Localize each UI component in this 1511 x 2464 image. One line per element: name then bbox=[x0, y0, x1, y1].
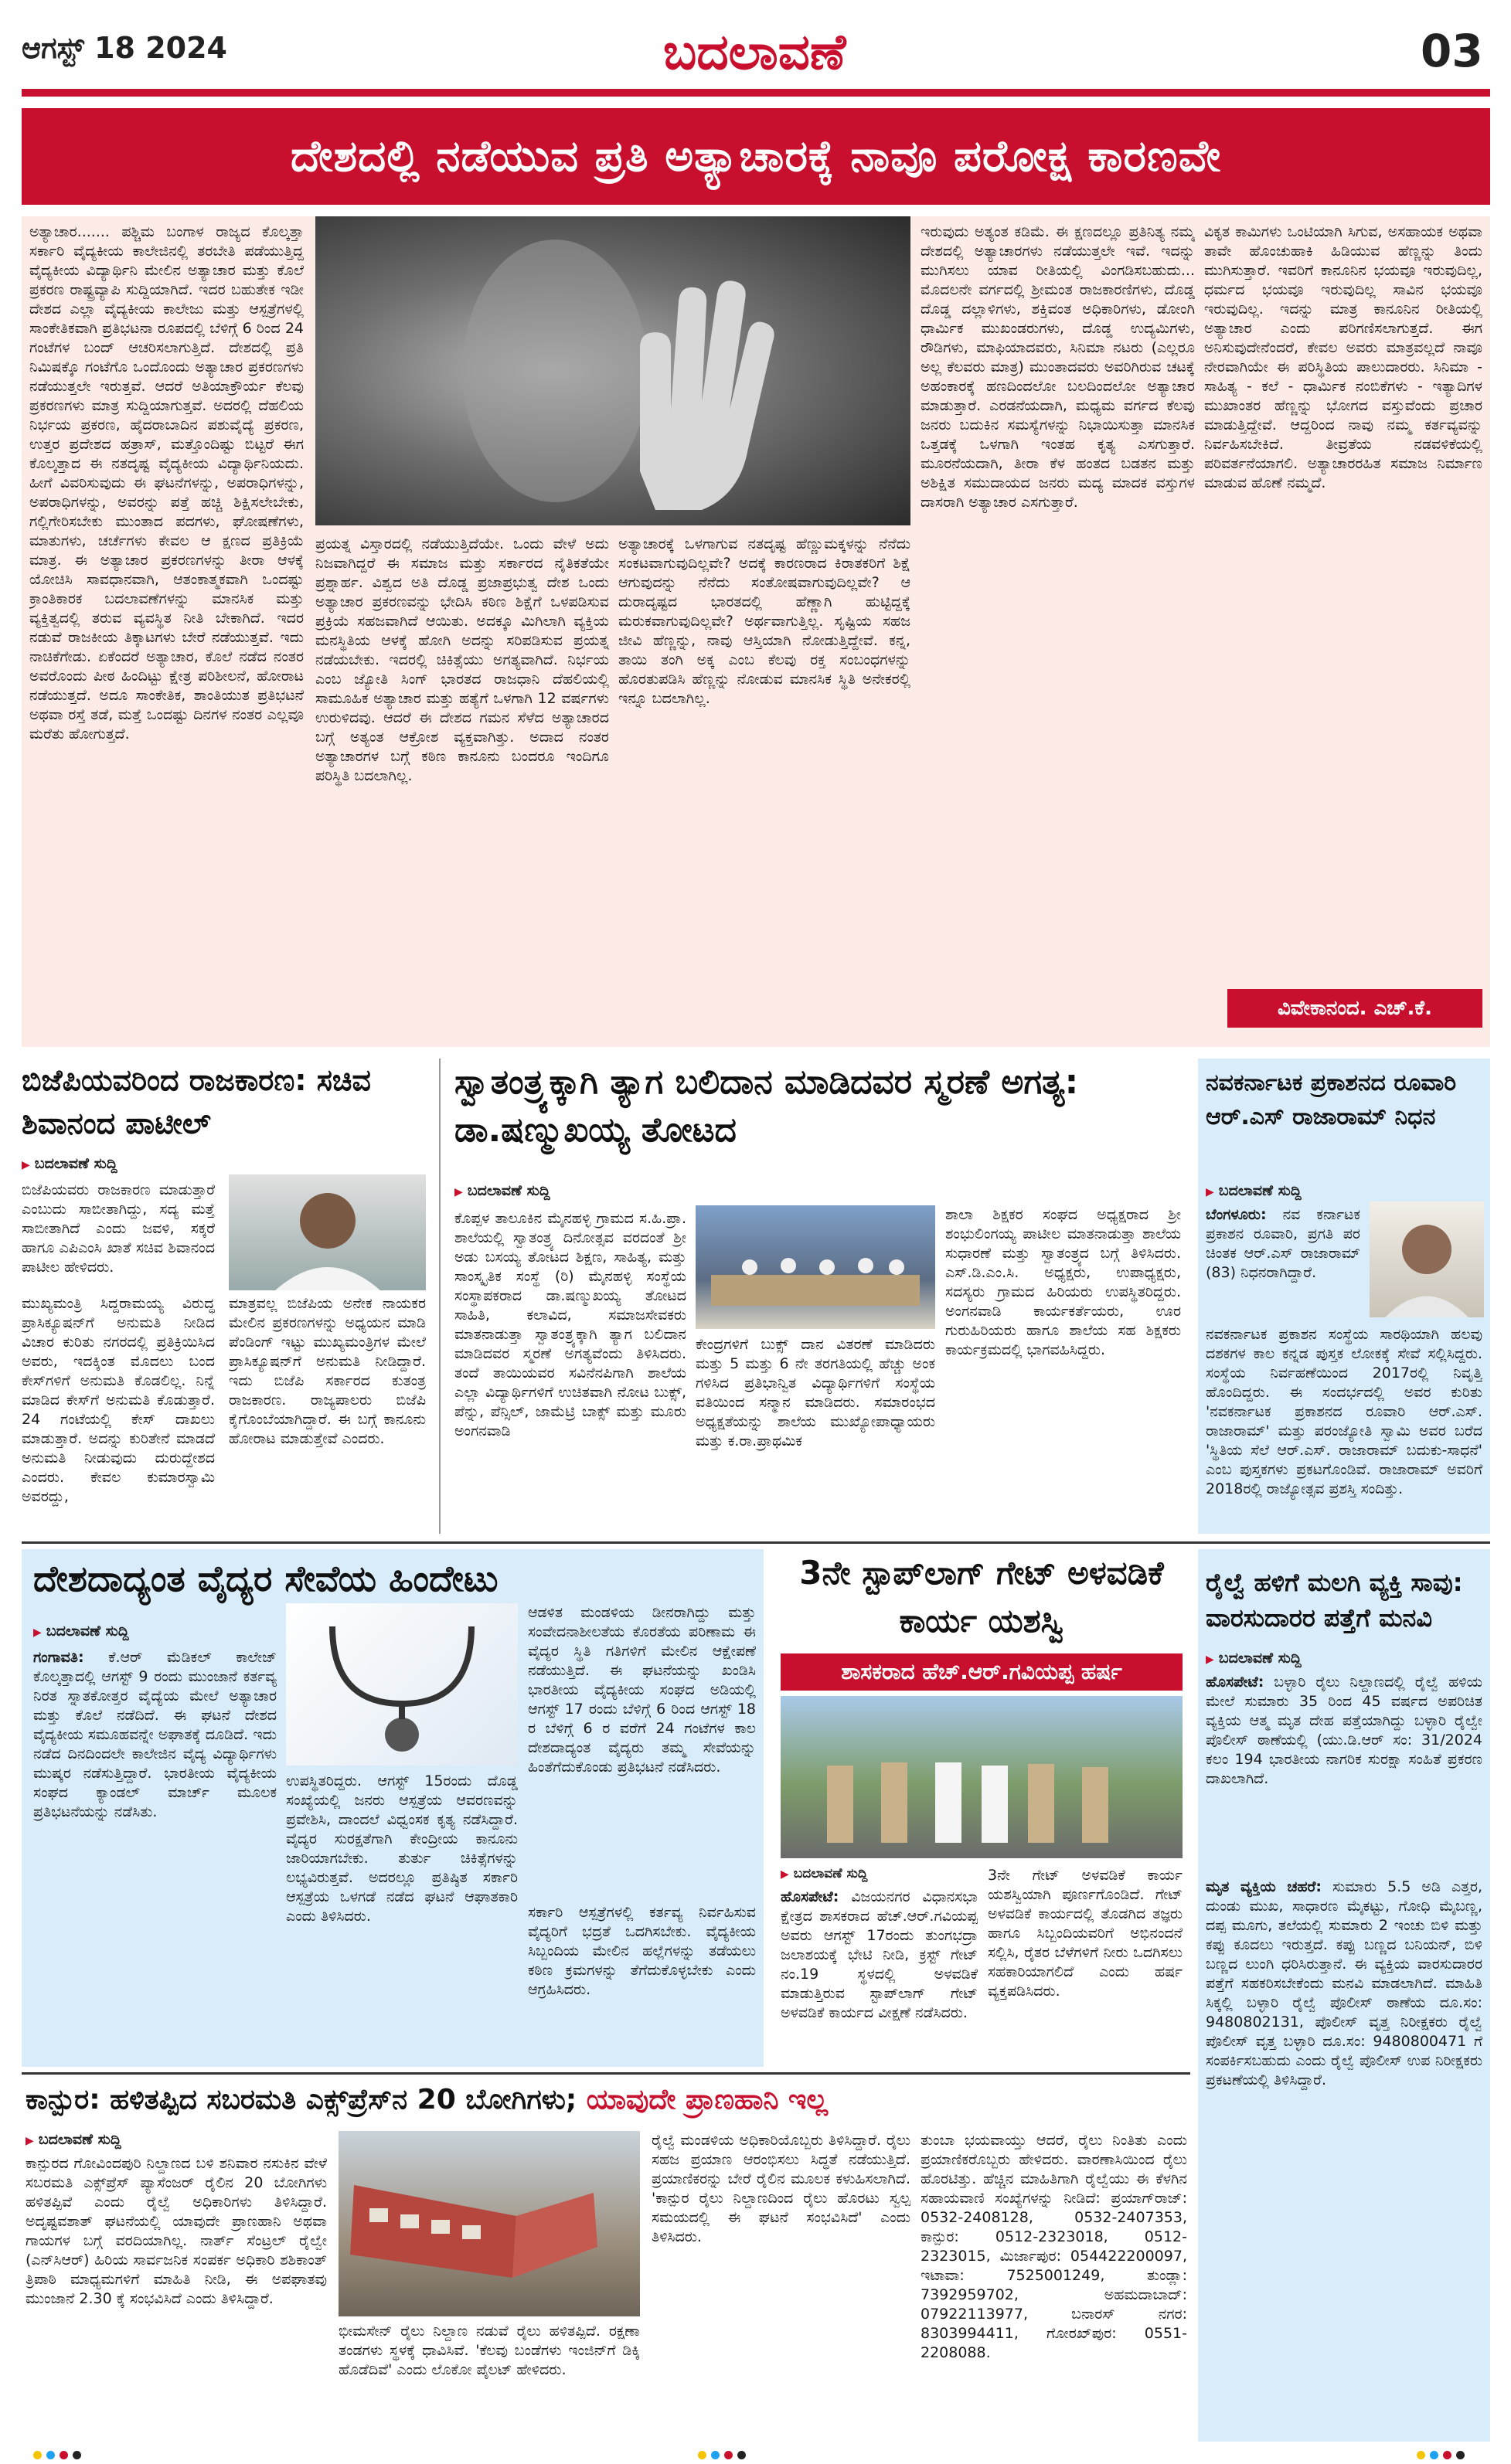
lead-story bbox=[22, 216, 1490, 1047]
story-doctors-body-4: ಸರ್ಕಾರಿ ಆಸ್ಪತ್ರೆಗಳಲ್ಲಿ ಕರ್ತವ್ಯ ನಿರ್ವಹಿಸುವ ವೈದ್ಯರಿಗೆ ಭದ್ರತೆ ಒದಗಿಸಬೇಕು. ವೈದ್ಯಕೀಯ ಸಿಬ್ಬಂದಿಯ ಮೇಲಿನ ಹಲ್ಲೆಗಳನ್ನು ತಡೆಯಲು ಕಠಿಣ ಕ್ರಮಗಳನ್ನು ತೆಗೆದುಕೊಳ್ಳಬೇಕು ಎಂದು ಆಗ್ರಹಿಸಿದರು. bbox=[528, 1904, 756, 1998]
footer-dot bbox=[1430, 2451, 1438, 2459]
story-rajaram-intro bbox=[1206, 1205, 1360, 1321]
story-doctors-dateline: ಗಂಗಾವತಿ: bbox=[33, 1649, 84, 1666]
stethoscope-icon bbox=[286, 1603, 518, 1766]
story-kanpur bbox=[22, 2078, 1190, 2442]
section-divider bbox=[22, 2072, 1190, 2075]
footer-dot bbox=[73, 2451, 81, 2459]
lead-column-1: ಅತ್ಯಾಚಾರ....... ಪಶ್ಚಿಮ ಬಂಗಾಳ ರಾಜ್ಯದ ಕೊಲ್ಕತ್ತಾ ಸರ್ಕಾರಿ ವೈದ್ಯಕೀಯ ಕಾಲೇಜಿನಲ್ಲಿ ತರಬೇತಿ ಪಡೆಯುತ್ತಿದ್ದ ವೈದ್ಯಕೀಯ ವಿದ್ಯಾರ್ಥಿನಿ ಮೇಲಿನ ಅತ್ಯಾಚಾರ ಮತ್ತು ಕೊಲೆ ಪ್ರಕರಣ ರಾಷ್ಟ್ರವ್ಯಾಪಿ ಸುದ್ದಿಯಾಗಿದೆ. ಇದರ ಬಹುತೇಕ ಇಡೀ ದೇಶದ ಎಲ್ಲಾ ವೈದ್ಯಕೀಯ ಕಾಲೇಜು ಮತ್ತು ಆಸ್ಪತ್ರೆಗಳಲ್ಲಿ ಸಾಂಕೇತಿಕವಾಗಿ ಪ್ರತಿಭಟನಾ ರೂಪದಲ್ಲಿ ಬೆಳಿಗ್ಗೆ 6 ರಿಂದ 24 ಗಂಟೆಗಳ ಬಂದ್ ಆಚರಿಸಲಾಗುತ್ತಿದೆ. ದೇಶದಲ್ಲಿ ಪ್ರತಿ ನಿಮಿಷಕ್ಕೊ ಗಂಟೆಗೊ ಒಂದೊಂದು ಅತ್ಯಾಚಾರ ಪ್ರಕರಣಗಳು ನಡೆಯುತ್ತಲೇ ಇರುತ್ತವೆ. ಆದರೆ ಅತಿಯಾಕ್ರೌರ್ಯ ಕೆಲವು ಪ್ರಕರಣಗಳು ಮಾತ್ರ ಸುದ್ದಿಯಾಗುತ್ತವೆ. ಅದರಲ್ಲಿ ದೆಹಲಿಯ ನಿರ್ಭಯ ಪ್ರಕರಣ, ಹೈದರಾಬಾದಿನ ಪಶುವೈದ್ಯೆ ಪ್ರಕರಣ, ಉತ್ತರ ಪ್ರದೇಶದ ಹತ್ರಾಸ್, ಮತ್ತೊಂದಿಷ್ಟು ಬಿಟ್ಟರೆ ಈಗ ಕೊಲ್ಕತ್ತಾದ ಈ ನತದೃಷ್ಟ ವೈದ್ಯಕೀಯ ವಿದ್ಯಾರ್ಥಿನಿಯದು. ಹೀಗೆ ವಿವರಿಸುವುದು ಈ ಘಟನೆಗಳನ್ನು, ಅಪರಾಧಿಗಳನ್ನು, ಅಪರಾಧಿಗಳನ್ನು, ಅವರನ್ನು ಪತ್ತೆ ಹಚ್ಚಿ ಶಿಕ್ಷಿಸಲೇಬೇಕು, ಗಲ್ಲಿಗೇರಿಸಬೇಕು ಮುಂತಾದ ಪದಗಳು, ಘೋಷಣೆಗಳು, ಮಾತುಗಳು, ಚರ್ಚೆಗಳು ಕೇವಲ ಆ ಕ್ಷಣದ ಪ್ರತಿಕ್ರಿಯೆ ಮಾತ್ರ. ಈ ಅತ್ಯಾಚಾರ ಪ್ರಕರಣಗಳನ್ನು ತೀರಾ ಆಳಕ್ಕೆ ಯೋಚಿಸಿ ಸಾವಧಾನವಾಗಿ, ಆತಂಕಾತ್ಮಕವಾಗಿ ಒಂದಷ್ಟು ಕ್ರಾಂತಿಕಾರಕ ಬದಲಾವಣೆಗಳನ್ನು ಮಾನಸಿಕ ಮತ್ತು ವ್ಯಕ್ತಿತ್ವದಲ್ಲಿ ತರುವ ವ್ಯವಸ್ಥಿತ ನೀತಿ ಬೇಕಾಗಿದೆ. ಇದರ ನಡುವೆ ರಾಜಕೀಯ ತಿಕ್ಕಾಟಗಳು ಬೇರೆ ನಡೆಯುತ್ತವೆ. ಇದು ನಾಚಿಕೆಗೇಡು. ಏಕೆಂದರೆ ಅತ್ಯಾಚಾರ, ಕೊಲೆ ನಡೆದ ನಂತರ ಅವರೊಂದು ಪೀಠ ಹಿಂದಿಟ್ಟು ಕ್ಷೇತ್ರ ಪರಿಶೀಲನೆ, ಹೋರಾಟ ನಡೆಯುತ್ತದೆ. ಅದೂ ಸಾಂಕೇತಿಕ, ಶಾಂತಿಯುತ ಪ್ರತಿಭಟನೆ ಅಥವಾ ರಸ್ತೆ ತಡೆ, ಮತ್ತೆ ಒಂದಷ್ಟು ದಿನಗಳ ನಂತರ ಎಲ್ಲವೂ ಮರೆತು ಹೋಗುತ್ತದೆ. bbox=[29, 223, 304, 743]
story-freedom-byline: ▶ ಬದಲಾವಣೆ ಸುದ್ದಿ bbox=[454, 1182, 550, 1199]
footer-dot bbox=[1417, 2451, 1425, 2459]
event-photo bbox=[696, 1205, 935, 1329]
footer-dots-center bbox=[696, 2448, 748, 2462]
story-doctors-headline: ದೇಶದಾದ್ಯಂತ ವೈದ್ಯರ ಸೇವೆಯ ಹಿಂದೇಟು bbox=[33, 1558, 499, 1599]
story-kanpur-body-4-text: ತುಂಬಾ ಭಯವಾಯ್ತು ಆದರೆ, ರೈಲು ನಿಂತಿತು ಎಂದು ಪ್ರಯಾಣಿಕರೊಬ್ಬರು ಹೇಳಿದರು. ವಾರಣಾಸಿಯಿಂದ ರೈಲು ಹೊರಟಿತ್ತು. ಹೆಚ್ಚಿನ ಮಾಹಿತಿಗಾಗಿ ರೈಲ್ವೆಯು ಈ ಕೆಳಗಿನ ಸಹಾಯವಾಣಿ ಸಂಖ್ಯೆಗಳನ್ನು ನೀಡಿದೆ: bbox=[921, 2132, 1187, 2207]
portrait-icon bbox=[1370, 1201, 1484, 1317]
story-gate bbox=[773, 1549, 1190, 2067]
story-freedom-body-2: ಕೇಂದ್ರಗಳಿಗೆ ಬುಕ್ಸ್ ದಾನ ವಿತರಣೆ ಮಾಡಿದರು ಮತ್ತು 5 ಮತ್ತು 6 ನೇ ತರಗತಿಯಲ್ಲಿ ಹೆಚ್ಚು ಅಂಕ ಗಳಿಸಿದ ಪ್ರತಿಭಾನ್ವಿತ ವಿದ್ಯಾರ್ಥಿಗಳಿಗೆ ಸಂಸ್ಥೆಯ ವತಿಯಿಂದ ಸನ್ಮಾನ ಮಾಡಿದರು. ಸಮಾರಂಭದ ಅಧ್ಯಕ್ಷತೆಯನ್ನು ಶಾಲೆಯ ಮುಖ್ಯೋಪಾಧ್ಯಾಯರು ಮತ್ತು ಕ.ರಾ.ಪ್ರಾಥಮಿಕ bbox=[696, 1336, 935, 1450]
story-kanpur-headline bbox=[26, 2078, 1189, 2122]
story-doctors-body-2: ಆಡಳಿತ ಮಂಡಳಿಯ ಡೀನರಾಗಿದ್ದು ಮತ್ತು ಸಂವೇದನಾಶೀಲತೆಯ ಕೊರತೆಯ ಪರಿಣಾಮ ಈ ವೈದ್ಯರ ಸ್ಥಿತಿ ಗತಿಗಳಿಗೆ ಮೇಲಿನ ಆಕ್ಷೇಪಣೆ ನಡೆಯುತ್ತಿದೆ. ಈ ಘಟನೆಯನ್ನು ಖಂಡಿಸಿ ಭಾರತೀಯ ವೈದ್ಯಕೀಯ ಸಂಘದ ಅಡಿಯಲ್ಲಿ ಆಗಸ್ಟ್ 17 ರಂದು ಬೆಳಿಗ್ಗೆ 6 ರಿಂದ ಆಗಸ್ಟ್ 18 ರ ಬೆಳಿಗ್ಗೆ 6 ರ ವರೆಗೆ 24 ಗಂಟೆಗಳ ಕಾಲ ದೇಶದಾದ್ಯಂತ ವೈದ್ಯರು ತಮ್ಮ ಸೇವೆಯನ್ನು ಹಿಂತೆಗೆದುಕೊಂಡು ಪ್ರತಿಭಟನೆ ನಡೆಸಿದರು. bbox=[528, 1604, 756, 1776]
lead-headline: ದೇಶದಲ್ಲಿ ನಡೆಯುವ ಪ್ರತಿ ಅತ್ಯಾಚಾರಕ್ಕೆ ನಾವೂ ಪರೋಕ್ಷ ಕಾರಣವೇ bbox=[290, 131, 1222, 182]
story-doctors-body-1 bbox=[33, 1648, 277, 2061]
story-gate-byline: ▶ ಬದಲಾವಣೆ ಸುದ್ದಿ bbox=[781, 1866, 867, 1881]
story-kanpur-headline-main: ಕಾನ್ಪುರ: ಹಳಿತಪ್ಪಿದ ಸಬರಮತಿ ಎಕ್ಸ್‌ಪ್ರೆಸ್‌ನ 20 ಬೋಗಿಗಳು; bbox=[26, 2084, 577, 2116]
story-doctors-body-3: ಉಪಸ್ಥಿತರಿದ್ದರು. ಆಗಸ್ಟ್ 15ರಂದು ದೊಡ್ಡ ಸಂಖ್ಯೆಯಲ್ಲಿ ಜನರು ಆಸ್ಪತ್ರೆಯ ಆವರಣವನ್ನು ಪ್ರವೇಶಿಸಿ, ದಾಂದಲೆ ವಿಧ್ವಂಸಕ ಕೃತ್ಯ ನಡೆಸಿದ್ದಾರೆ. ವೈದ್ಯರ ಸುರಕ್ಷತೆಗಾಗಿ ಕೇಂದ್ರೀಯ ಕಾನೂನು ಜಾರಿಯಾಗಬೇಕು. ತುರ್ತು ಚಿಕಿತ್ಸೆಗಳನ್ನು ಲಭ್ಯವಿರುತ್ತವೆ. ಅದರಲ್ಲೂ ಪ್ರತಿಷ್ಠಿತ ಸರ್ಕಾರಿ ಆಸ್ಪತ್ರೆಯ ಒಳಗಡೆ ನಡೆದ ಘಟನೆ ಆಘಾತಕಾರಿ ಎಂದು ತಿಳಿಸಿದರು. bbox=[286, 1772, 518, 1925]
footer-dot bbox=[1443, 2451, 1451, 2459]
footer-dots-right bbox=[1414, 2448, 1467, 2462]
story-kanpur-body-2: ಭೀಮಸೇನ್ ರೈಲು ನಿಲ್ದಾಣ ನಡುವೆ ರೈಲು ಹಳಿತಪ್ಪಿದೆ. ರಕ್ಷಣಾ ತಂಡಗಳು ಸ್ಥಳಕ್ಕೆ ಧಾವಿಸಿವೆ. 'ಕೆಲವು ಬಂಡೆಗಳು ಇಂಜಿನ್‌ಗೆ ಡಿಕ್ಕಿ ಹೊಡೆದಿವೆ' ಎಂದು ಲೊಕೋ ಪೈಲಟ್ ಹೇಳಿದರು. bbox=[339, 2323, 640, 2378]
story-railway-body-text: ಬಳ್ಳಾರಿ ರೈಲು ನಿಲ್ದಾಣದಲ್ಲಿ ರೈಲ್ವೆ ಹಳಿಯ ಮೇಲೆ ಸುಮಾರು 35 ರಿಂದ 45 ವರ್ಷದ ಅಪರಿಚಿತ ವ್ಯಕ್ತಿಯ ಆತ್ಮ ಮೃತ ದೇಹ ಪತ್ತೆಯಾಗಿದ್ದು ಬಳ್ಳಾರಿ ರೈಲ್ವೇ ಪೊಲೀಸ್ ಠಾಣೆಯಲ್ಲಿ (ಯು.ಡಿ.ಆರ್ ಸಂ: 31/2024 ಕಲಂ 194 ಭಾರತೀಯ ನಾಗರಿಕ ಸುರಕ್ಷಾ ಸಂಹಿತೆ ಪ್ರಕರಣ ದಾಖಲಾಗಿದೆ. bbox=[1206, 1674, 1482, 1787]
story-rajaram-intro-text: ನವ ಕರ್ನಾಟಕ ಪ್ರಕಾಶನ ರೂವಾರಿ, ಪ್ರಗತಿ ಪರ ಚಿಂತಕ ಆರ್.ಎಸ್ ರಾಜಾರಾಮ್ (83) ನಿಧನರಾಗಿದ್ದಾರೆ. bbox=[1206, 1206, 1360, 1281]
page-number: 03 bbox=[1421, 25, 1483, 77]
story-freedom-body-1: ಕೊಪ್ಪಳ ತಾಲೂಕಿನ ಮೈನಹಳ್ಳಿ ಗ್ರಾಮದ ಸ.ಹಿ.ಪ್ರಾ. ಶಾಲೆಯಲ್ಲಿ ಸ್ವಾತಂತ್ರ್ಯ ದಿನೋತ್ಸವ ವರದಂತೆ ಶ್ರೀ ಅಡು ಬಸಯ್ಯ ತೋಟದ ಶಿಕ್ಷಣ, ಸಾಹಿತ್ಯ, ಮತ್ತು ಸಾಂಸ್ಕೃತಿಕ ಸಂಸ್ಥೆ (ರಿ) ಮೈನಹಳ್ಳಿ ಸಂಸ್ಥೆಯ ಸಂಸ್ಥಾಪಕರಾದ ಡಾ.ಷಣ್ಮುಖಯ್ಯ ತೋಟದ ಸಾಹಿತಿ, ಕಲಾವಿದ, ಸಮಾಜಸೇವಕರು ಮಾತನಾಡುತ್ತಾ ಸ್ವಾತಂತ್ರ್ಯಕ್ಕಾಗಿ ತ್ಯಾಗ ಬಲಿದಾನ ಮಾಡಿದವರ ಸ್ಮರಣೆ ಅಗತ್ಯವೆಂದು ತಿಳಿಸಿದರು. ತಂದೆ ತಾಯಿಯವರ ಸವಿನೆನಪಿಗಾಗಿ ಶಾಲೆಯ ಎಲ್ಲಾ ವಿದ್ಯಾರ್ಥಿಗಳಿಗೆ ಉಚಿತವಾಗಿ ನೋಟ ಬುಕ್ಸ್, ಪೆನ್ನು, ಪೆನ್ಸಿಲ್, ಜಾಮೆಟ್ರಿ ಬಾಕ್ಸ್ ಮತ್ತು ಮೂರು ಅಂಗನವಾಡಿ bbox=[454, 1210, 686, 1439]
story-kanpur-body-4 bbox=[921, 2131, 1187, 2439]
story-kanpur-helplines: ಪ್ರಯಾಗ್‌ರಾಜ್: 0532-2408128, 0532-2407353, ಕಾನ್ಪುರ: 0512-2323018, 0512-2323015, ಮಿರ್ಜಾಪುರ: 054422200097, ಇಟಾವಾ: 7525001249, ತುಂಡ್ಲಾ: 7392959702, ಅಹಮದಾಬಾದ್: 07922113977, ಬನಾರಸ್ ನಗರ: 8303994411, ಗೋರಖ್‌ಪುರ: 0551-2208088. bbox=[921, 2190, 1187, 2361]
story-gate-subhead: ಶಾಸಕರಾದ ಹೆಚ್.ಆರ್.ಗವಿಯಪ್ಪ ಹರ್ಷ bbox=[841, 1659, 1122, 1684]
rajaram-photo bbox=[1370, 1201, 1484, 1317]
story-railway-description bbox=[1206, 1878, 1482, 2434]
story-rajaram-body: ನವಕರ್ನಾಟಕ ಪ್ರಕಾಶನ ಸಂಸ್ಥೆಯ ಸಾರಥಿಯಾಗಿ ಹಲವು ದಶಕಗಳ ಕಾಲ ಕನ್ನಡ ಪುಸ್ತಕ ಲೋಕಕ್ಕೆ ಸೇವೆ ಸಲ್ಲಿಸಿದ್ದರು. ಸಂಸ್ಥೆಯ ನಿರ್ವಹಣೆಯಿಂದ 2017ರಲ್ಲಿ ನಿವೃತ್ತಿ ಹೊಂದಿದ್ದರು. ಈ ಸಂದರ್ಭದಲ್ಲಿ ಅವರ ಕುರಿತು 'ನವಕರ್ನಾಟಕ ಪ್ರಕಾಶನದ ರೂವಾರಿ ಆರ್.ಎಸ್. ರಾಜಾರಾಮ್' ಮತ್ತು ಪರಂಜ್ಯೋತಿ ಸ್ವಾಮಿ ಅವರ ಬರೆದ 'ಸ್ಥಿತಿಯ ಸೆಲೆ ಆರ್.ಎಸ್. ರಾಜಾರಾಮ್ ಬದುಕು-ಸಾಧನೆ' ಎಂಬ ಪುಸ್ತಕಗಳು ಪ್ರಕಟಗೊಂಡಿವೆ. ರಾಜಾರಾಮ್ ಅವರಿಗೆ 2018ರಲ್ಲಿ ರಾಜ್ಯೋತ್ಸವ ಪ್ರಶಸ್ತಿ ಸಂದಿತ್ತು. bbox=[1206, 1326, 1482, 1497]
lead-headline-bar bbox=[22, 108, 1490, 205]
issue-date: ಆಗಸ್ಟ್ 18 2024 bbox=[22, 31, 227, 65]
story-bjp bbox=[22, 1059, 431, 1534]
footer-dot bbox=[33, 2451, 42, 2459]
lead-column-4: ಇರುವುದು ಅತ್ಯಂತ ಕಡಿಮೆ. ಈ ಕ್ಷಣದಲ್ಲೂ ಪ್ರತಿನಿತ್ಯ ನಮ್ಮ ದೇಶದಲ್ಲಿ ಅತ್ಯಾಚಾರಗಳು ನಡೆಯುತ್ತಲೇ ಇವೆ. ಇದನ್ನು ಮುಗಿಸಲು ಯಾವ ರೀತಿಯಲ್ಲಿ ವಿಂಗಡಿಸಬಹುದು... ಮೊದಲನೇ ವರ್ಗದಲ್ಲಿ ಶ್ರೀಮಂತ ರಾಜಕಾರಣಿಗಳು, ದೊಡ್ಡ ದೊಡ್ಡ ದಲ್ಲಾಳಿಗಳು, ಶಕ್ತಿವಂತ ಅಧಿಕಾರಿಗಳು, ಡೋಂಗಿ ಧಾರ್ಮಿಕ ಮುಖಂಡರುಗಳು, ದೊಡ್ಡ ಉದ್ಯಮಿಗಳು, ರೌಡಿಗಳು, ಮಾಫಿಯಾದವರು, ಸಿನಿಮಾ ನಟರು (ಎಲ್ಲರೂ ಅಲ್ಲ ಕೆಲವರು ಮಾತ್ರ) ಮುಂತಾದವರು ಅವರಿಗಿರುವ ಚಟಕ್ಕೆ ಅಹಂಕಾರಕ್ಕೆ ಹಣದಿಂದಲೋ ಬಲದಿಂದಲೋ ಅತ್ಯಾಚಾರ ಮಾಡುತ್ತಾರೆ. ಎರಡನೆಯದಾಗಿ, ಮಧ್ಯಮ ವರ್ಗದ ಕೆಲವು ಜನರು ಬದುಕಿನ ಸಮಸ್ಯೆಗಳನ್ನು ನಿಭಾಯಿಸುತ್ತಾ ಮಾನಸಿಕ ಒತ್ತಡಕ್ಕೆ ಒಳಗಾಗಿ ಇಂತಹ ಕೃತ್ಯ ಎಸಗುತ್ತಾರೆ. ಮೂರನೆಯದಾಗಿ, ತೀರಾ ಕೆಳ ಹಂತದ ಬಡತನ ಮತ್ತು ಅಶಿಕ್ಷಿತ ಸಮುದಾಯದ ಜನರು ಮದ್ಯ ಮಾದಕ ವಸ್ತುಗಳ ದಾಸರಾಗಿ ಅತ್ಯಾಚಾರ ಎಸಗುತ್ತಾರೆ. bbox=[921, 223, 1195, 511]
stage-people-icon bbox=[696, 1205, 935, 1329]
story-kanpur-body-3: ರೈಲ್ವೆ ಮಂಡಳಿಯ ಅಧಿಕಾರಿಯೊಬ್ಬರು ತಿಳಿಸಿದ್ದಾರೆ. ರೈಲು ಸಹಜ ಪ್ರಯಾಣ ಆರಂಭಿಸಲು ಸಿದ್ಧತೆ ನಡೆಯುತ್ತಿದೆ. ಪ್ರಯಾಣಿಕರನ್ನು ಬೇರೆ ರೈಲಿನ ಮೂಲಕ ಕಳುಹಿಸಲಾಗಿದೆ. 'ಕಾನ್ಪುರ ರೈಲು ನಿಲ್ದಾಣದಿಂದ ರೈಲು ಹೊರಟು ಸ್ವಲ್ಪ ಸಮಯದಲ್ಲಿ ಈ ಘಟನೆ ಸಂಭವಿಸಿದೆ' ಎಂದು ತಿಳಿಸಿದರು. bbox=[652, 2132, 910, 2245]
story-railway-dateline: ಹೊಸಪೇಟೆ: bbox=[1206, 1674, 1264, 1691]
story-rajaram-headline: ನವಕರ್ನಾಟಕ ಪ್ರಕಾಶನದ ರೂವಾರಿ ಆರ್.ಎಸ್ ರಾಜಾರಾಮ್ ನಿಧನ bbox=[1206, 1069, 1457, 1130]
section-divider bbox=[22, 1541, 1490, 1544]
story-bjp-body-2: ಮಾತ್ರವಲ್ಲ ಬಿಜೆಪಿಯ ಅನೇಕ ನಾಯಕರ ಮೇಲಿನ ಪ್ರಕರಣಗಳನ್ನು ಅಧ್ಯಯನ ಮಾಡಿ ಪೆಂಡಿಂಗ್ ಇಟ್ಟು ಮುಖ್ಯಮಂತ್ರಿಗಳ ಮೇಲೆ ಪ್ರಾಸಿಕ್ಯೂಷನ್‌ಗೆ ಅನುಮತಿ ನೀಡಿದ್ದಾರೆ. ಇದು ಬಿಜೆಪಿ ಸರ್ಕಾರದ ಕುತಂತ್ರ ರಾಜಕಾರಣ. ರಾಜ್ಯಪಾಲರು ಬಿಜೆಪಿ ಕೈಗೊಂಬೆಯಾಗಿದ್ದಾರೆ. ಈ ಬಗ್ಗೆ ಕಾನೂನು ಹೋರಾಟ ಮಾಡುತ್ತೇವೆ ಎಂದರು. bbox=[229, 1295, 426, 1447]
story-rajaram-dateline: ಬೆಂಗಳೂರು: bbox=[1206, 1206, 1267, 1223]
story-gate-body-1-text: ವಿಜಯನಗರ ವಿಧಾನಸಭಾ ಕ್ಷೇತ್ರದ ಶಾಸಕರಾದ ಹೆಚ್.ಆರ್.ಗವಿಯಪ್ಪ ಅವರು ಆಗಸ್ಟ್ 17ರಂದು ತುಂಗಭದ್ರಾ ಜಲಾಶಯಕ್ಕೆ ಭೇಟಿ ನೀಡಿ, ಕ್ರಸ್ಟ್ ಗೇಟ್ ನಂ.19 ಸ್ಥಳದಲ್ಲಿ ಅಳವಡಿಕೆ ಮಾಡುತ್ತಿರುವ ಸ್ಟಾಪ್‌ಲಾಗ್ ಗೇಟ್ ಅಳವಡಿಕೆ ಕಾರ್ಯದ ವೀಕ್ಷಣೆ ನಡೆಸಿದರು. bbox=[781, 1888, 978, 2021]
footer-dots-left bbox=[31, 2448, 83, 2462]
author-bar bbox=[1227, 989, 1482, 1028]
minister-photo bbox=[229, 1174, 426, 1290]
story-freedom bbox=[447, 1059, 1189, 1534]
footer-dot bbox=[698, 2451, 706, 2459]
story-gate-headline: 3ನೇ ಸ್ಟಾಪ್‌ಲಾಗ್ ಗೇಟ್ ಅಳವಡಿಕೆ ಕಾರ್ಯ ಯಶಸ್ವಿ bbox=[799, 1554, 1164, 1640]
masthead-rule bbox=[22, 89, 1490, 97]
story-kanpur-headline-red: ಯಾವುದೇ ಪ್ರಾಣಹಾನಿ ಇಲ್ಲ bbox=[586, 2084, 829, 2116]
story-railway-byline: ▶ ಬದಲಾವಣೆ ಸುದ್ದಿ bbox=[1206, 1650, 1302, 1667]
story-bjp-body: ಮುಖ್ಯಮಂತ್ರಿ ಸಿದ್ದರಾಮಯ್ಯ ವಿರುದ್ಧ ಪ್ರಾಸಿಕ್ಯೂಷನ್‌ಗೆ ಅನುಮತಿ ನೀಡಿದ ವಿಚಾರ ಕುರಿತು ನಗರದಲ್ಲಿ ಪ್ರತಿಕ್ರಿಯಿಸಿದ ಅವರು, ಇದಕ್ಕಿಂತ ಮೊದಲು ಬಂದ ಕೇಸ್‌ಗಳಿಗೆ ಅನುಮತಿ ಕೊಡಲಿಲ್ಲ. ನಿನ್ನೆ ಮಾಡಿದ ಕೇಸ್‌ಗೆ ಅನುಮತಿ ಕೊಡುತ್ತಾರೆ. 24 ಗಂಟೆಯಲ್ಲಿ ಕೇಸ್ ದಾಖಲು ಮಾಡುತ್ತಾರೆ. ಅದನ್ನು ಕುರಿತೇನೆ ಮಾಡದೆ ಅನುಮತಿ ನೀಡುವುದು ದುರುದ್ದೇಶದ ಎಂದರು. ಕೇವಲ ಕುಮಾರಸ್ವಾಮಿ ಅವರದ್ದು, bbox=[22, 1295, 215, 1505]
story-railway-body bbox=[1206, 1673, 1482, 1874]
footer-dot bbox=[737, 2451, 746, 2459]
story-freedom-body-3: ಶಾಲಾ ಶಿಕ್ಷಕರ ಸಂಘದ ಅಧ್ಯಕ್ಷರಾದ ಶ್ರೀ ಶಂಭುಲಿಂಗಯ್ಯ ಪಾಟೀಲ ಮಾತನಾಡುತ್ತಾ ಶಾಲೆಯ ಸುಧಾರಣೆ ಮತ್ತು ಸ್ವಾತಂತ್ರ್ಯದ ಬಗ್ಗೆ ತಿಳಿಸಿದರು. ಎಸ್.ಡಿ.ಎಂ.ಸಿ. ಅಧ್ಯಕ್ಷರು, ಉಪಾಧ್ಯಕ್ಷರು, ಸದಸ್ಯರು ಗ್ರಾಮದ ಹಿರಿಯರು ಉಪಸ್ಥಿತರಿದ್ದರು. ಅಂಗನವಾಡಿ ಕಾರ್ಯಕರ್ತೆಯರು, ಊರ ಗುರುಹಿರಿಯರು ಹಾಗೂ ಶಾಲೆಯ ಸಹ ಶಿಕ್ಷಕರು ಕಾರ್ಯಕ್ರಮದಲ್ಲಿ ಭಾಗವಹಿಸಿದ್ದರು. bbox=[945, 1206, 1181, 1358]
story-bjp-intro: ಬಿಜೆಪಿಯವರು ರಾಜಕಾರಣ ಮಾಡುತ್ತಾರೆ ಎಂಬುದು ಸಾಬೀತಾಗಿದ್ದು, ಸದ್ಯ ಮತ್ತೆ ಸಾಬೀತಾಗಿದೆ ಎಂದು ಜವಳಿ, ಸಕ್ಕರೆ ಹಾಗೂ ಎಪಿಎಂಸಿ ಖಾತೆ ಸಚಿವ ಶಿವಾನಂದ ಪಾಟೀಲ ಹೇಳಿದರು. bbox=[22, 1181, 215, 1276]
story-rajaram-byline: ▶ ಬದಲಾವಣೆ ಸುದ್ದಿ bbox=[1206, 1182, 1302, 1199]
story-kanpur-body-1: ಕಾನ್ಪುರದ ಗೋವಿಂದಪುರಿ ನಿಲ್ದಾಣದ ಬಳಿ ಶನಿವಾರ ನಸುಕಿನ ವೇಳೆ ಸಬರಮತಿ ಎಕ್ಸ್‌ಪ್ರೆಸ್ ಪ್ಯಾಸೆಂಜರ್ ರೈಲಿನ 20 ಬೋಗಿಗಳು ಹಳಿತಪ್ಪಿವೆ ಎಂದು ರೈಲ್ವೆ ಅಧಿಕಾರಿಗಳು ತಿಳಿಸಿದ್ದಾರೆ. ಅದೃಷ್ಟವಶಾತ್ ಘಟನೆಯಲ್ಲಿ ಯಾವುದೇ ಪ್ರಾಣಹಾನಿ ಅಥವಾ ಗಾಯಗಳ ಬಗ್ಗೆ ವರದಿಯಾಗಿಲ್ಲ. ನಾರ್ತ್ ಸೆಂಟ್ರಲ್ ರೈಲ್ವೇ (ಎನ್‌ಸಿಆರ್) ಹಿರಿಯ ಸಾರ್ವಜನಿಕ ಸಂಪರ್ಕ ಅಧಿಕಾರಿ ಶಶಿಕಾಂತ್ ತ್ರಿಪಾಠಿ ಮಾಧ್ಯಮಗಳಿಗೆ ಮಾಹಿತಿ ನೀಡಿ, ಈ ಅಪಘಾತವು ಮುಂಜಾನೆ 2.30 ಕ್ಕೆ ಸಂಭವಿಸಿದೆ ಎಂದು ತಿಳಿಸಿದ್ದಾರೆ. bbox=[26, 2155, 327, 2307]
newspaper-logo: ಬದಲಾವಣೆ bbox=[663, 23, 846, 81]
footer-dot bbox=[46, 2451, 55, 2459]
story-doctors-byline: ▶ ಬದಲಾವಣೆ ಸುದ್ದಿ bbox=[33, 1623, 129, 1640]
story-doctors-body-1-text: ಕೆ.ಆರ್ ಮೆಡಿಕಲ್ ಕಾಲೇಜ್ ಕೊಲ್ಕತ್ತಾದಲ್ಲಿ ಆಗಸ್ಟ್ 9 ರಂದು ಮುಂಜಾನೆ ಕರ್ತವ್ಯ ನಿರತ ಸ್ನಾತಕೋತ್ತರ ವೈದ್ಯೆಯ ಮೇಲೆ ಅತ್ಯಾಚಾರ ಮತ್ತು ಕೊಲೆ ನಡೆದಿದೆ. ಈ ಘಟನೆ ದೇಶದ ವೈದ್ಯಕೀಯ ಸಮೂಹವನ್ನೇ ಅಘಾತಕ್ಕೆ ದೂಡಿದೆ. ಇದು ನಡೆದ ದಿನದಿಂದಲೇ ಕಾಲೇಜಿನ ವೈದ್ಯ ವಿದ್ಯಾರ್ಥಿಗಳು ಮುಷ್ಕರ ನಡೆಸುತ್ತಿದ್ದಾರೆ. ಭಾರತೀಯ ವೈದ್ಯಕೀಯ ಸಂಘದ ಕ್ಯಾಂಡಲ್ ಮಾರ್ಚ್ ಮೂಲಕ ಪ್ರತಿಭಟನೆಯನ್ನು ನಡೆಸಿತು. bbox=[33, 1649, 277, 1820]
story-railway bbox=[1198, 1549, 1490, 2442]
story-freedom-headline: ಸ್ವಾತಂತ್ರ್ಯಕ್ಕಾಗಿ ತ್ಯಾಗ ಬಲಿದಾನ ಮಾಡಿದವರ ಸ್ಮರಣೆ ಅಗತ್ಯ: ಡಾ.ಷಣ್ಮುಖಯ್ಯ ತೋಟದ bbox=[454, 1062, 1079, 1150]
column-divider bbox=[439, 1059, 441, 1534]
author-name: ವಿವೇಕಾನಂದ. ಎಚ್.ಕೆ. bbox=[1278, 996, 1432, 1020]
story-railway-desc-text: ಸುಮಾರು 5.5 ಅಡಿ ಎತ್ತರ, ದುಂಡು ಮುಖ, ಸಾಧಾರಣ ಮೈಕಟ್ಟು, ಗೋಧಿ ಮೈಬಣ್ಣ, ದಪ್ಪ ಮೂಗು, ತಲೆಯಲ್ಲಿ ಸುಮಾರು 2 ಇಂಚು ಬಿಳಿ ಮತ್ತು ಕಪ್ಪು ಕೂದಲು ಇರುತ್ತದೆ. ಕಪ್ಪು ಬಣ್ಣದ ಬನಿಯನ್, ಬಿಳಿ ಬಣ್ಣದ ಲುಂಗಿ ಧರಿಸಿರುತ್ತಾನೆ. ಈ ವ್ಯಕ್ತಿಯ ವಾರಸುದಾರರ ಪತ್ತೆಗೆ ಸಹಕರಿಸಬೇಕೆಂದು ಮನವಿ ಮಾಡಲಾಗಿದೆ. ಮಾಹಿತಿ ಸಿಕ್ಕಲ್ಲಿ ಬಳ್ಳಾರಿ ರೈಲ್ವೆ ಪೊಲೀಸ್ ಠಾಣೆಯ ದೂ.ಸಂ: 9480802131, ಪೊಲೀಸ್ ವೃತ್ತ ನಿರೀಕ್ಷಕರು ರೈಲ್ವೆ ಪೊಲೀಸ್ ವೃತ್ತ ಬಳ್ಳಾರಿ ದೂ.ಸಂ: 9480800471 ಗೆ ಸಂಪರ್ಕಿಸಬಹುದು ಎಂದು ರೈಲ್ವೆ ಪೊಲೀಸ್ ಉಪ ನಿರೀಕ್ಷಕರು ಪ್ರಕಟಣೆಯಲ್ಲಿ ತಿಳಿಸಿದ್ದಾರೆ. bbox=[1206, 1878, 1482, 2088]
story-bjp-headline: ಬಿಜೆಪಿಯವರಿಂದ ರಾಜಕಾರಣ: ಸಚಿವ ಶಿವಾನಂದ ಪಾಟೀಲ್ bbox=[22, 1063, 371, 1140]
officials-group-icon bbox=[781, 1696, 1183, 1858]
lead-column-3: ಅತ್ಯಾಚಾರಕ್ಕೆ ಒಳಗಾಗುವ ನತದೃಷ್ಟ ಹೆಣ್ಣುಮಕ್ಕಳನ್ನು ನೆನೆದು ಸಂಕಟವಾಗುವುದಿಲ್ಲವೇ? ಅದಕ್ಕೆ ಕಾರಣರಾದ ಕಿರಾತಕರಿಗೆ ಶಿಕ್ಷೆ ಆಗುವುದನ್ನು ನೆನೆದು ಸಂತೋಷವಾಗುವುದಿಲ್ಲವೇ? ಆ ದುರಾದೃಷ್ಟದ ಭಾರತದಲ್ಲಿ ಹೆಣ್ಣಾಗಿ ಹುಟ್ಟಿದ್ದಕ್ಕೆ ಮರುಕವಾಗುವುದಿಲ್ಲವೇ? ಅರ್ಥವಾಗುತ್ತಿಲ್ಲ. ಸೃಷ್ಟಿಯ ಸಹಜ ಜೀವಿ ಹೆಣ್ಣನ್ನು, ನಾವು ಆಸ್ತಿಯಾಗಿ ನೋಡುತ್ತಿದ್ದೇವೆ. ಕನ್ನ, ತಾಯಿ ತಂಗಿ ಅಕ್ಕ ಎಂಬ ಕೆಲವು ರಕ್ತ ಸಂಬಂಧಗಳನ್ನು ಹೊರತುಪಡಿಸಿ ಹೆಣ್ಣನ್ನು ನೋಡುವ ಮಾನಸಿಕ ಸ್ಥಿತಿ ಅನೇಕರಲ್ಲಿ ಇನ್ನೂ ಬದಲಾಗಿಲ್ಲ. bbox=[618, 535, 910, 707]
story-gate-subhead-bar bbox=[781, 1653, 1183, 1691]
footer-dot bbox=[60, 2451, 68, 2459]
story-gate-body-2: 3ನೇ ಗೇಟ್ ಅಳವಡಿಕೆ ಕಾರ್ಯ ಯಶಸ್ವಿಯಾಗಿ ಪೂರ್ಣಗೊಂಡಿದೆ. ಗೇಟ್ ಅಳವಡಿಕೆ ಕಾರ್ಯದಲ್ಲಿ ತೊಡಗಿದ ತಜ್ಞರು ಹಾಗೂ ಸಿಬ್ಬಂದಿಯವರಿಗೆ ಅಭಿನಂದನೆ ಸಲ್ಲಿಸಿ, ರೈತರ ಬೆಳೆಗಳಿಗೆ ನೀರು ಒದಗಿಸಲು ಸಹಕಾರಿಯಾಗಲಿದೆ ಎಂದು ಹರ್ಷ ವ್ಯಕ್ತಪಡಿಸಿದರು. bbox=[988, 1867, 1183, 2000]
portrait-icon bbox=[229, 1174, 426, 1290]
derailed-train-photo bbox=[339, 2131, 640, 2316]
story-gate-body-1 bbox=[781, 1888, 978, 2064]
raised-hand-icon bbox=[315, 216, 910, 525]
lead-column-5: ವಿಕೃತ ಕಾಮಿಗಳು ಒಂಟಿಯಾಗಿ ಸಿಗುವ, ಅಸಹಾಯಕ ಅಥವಾ ತಾವೇ ಹೊಂಚುಹಾಕಿ ಹಿಡಿಯುವ ಹೆಣ್ಣನ್ನು ತಿಂದು ಮುಗಿಸುತ್ತಾರೆ. ಇವರಿಗೆ ಕಾನೂನಿನ ಭಯವೂ ಇರುವುದಿಲ್ಲ, ಧರ್ಮದ ಭಯವೂ ಇರುವುದಿಲ್ಲ ಸಾವಿನ ಭಯವೂ ಇರುವುದಿಲ್ಲ. ಇದನ್ನು ಮಾತ್ರ ಕಾನೂನಿನ ರೀತಿಯಲ್ಲಿ ಅತ್ಯಾಚಾರ ಎಂದು ಪರಿಗಣಿಸಲಾಗುತ್ತದೆ. ಈಗ ಅನಿಸುವುದೇನೆಂದರೆ, ಕೇವಲ ಅವರು ಮಾತ್ರವಲ್ಲದೆ ನಾವೂ ನೇರವಾಗಿಯೇ ಈ ಪರಿಸ್ಥಿತಿಯ ಪಾಲುದಾರರು. ಸಿನಿಮಾ - ಸಾಹಿತ್ಯ - ಕಲೆ - ಧಾರ್ಮಿಕ ನಂಬಿಕೆಗಳು - ಇತ್ಯಾದಿಗಳ ಮುಖಾಂತರ ಹೆಣ್ಣನ್ನು ಭೋಗದ ವಸ್ತುವೆಂದು ಪ್ರಚಾರ ಮಾಡುತ್ತಿದ್ದೇವೆ. ಆದ್ದರಿಂದ ನಾವು ನಮ್ಮ ಕರ್ತವ್ಯವನ್ನು ನಿರ್ವಹಿಸಬೇಕಿದೆ. ತೀವ್ರತೆಯ ನಡವಳಿಕೆಯಲ್ಲಿ ಪರಿವರ್ತನೆಯಾಗಲಿ. ಅತ್ಯಾಚಾರರಹಿತ ಸಮಾಜ ನಿರ್ಮಾಣ ಮಾಡುವ ಹೊಣೆ ನಮ್ಮದೆ. bbox=[1204, 223, 1482, 491]
story-doctors bbox=[22, 1549, 764, 2067]
dam-photo bbox=[781, 1696, 1183, 1858]
story-railway-desc-label: ಮೃತ ವ್ಯಕ್ತಿಯ ಚಹರೆ: bbox=[1206, 1878, 1322, 1895]
masthead bbox=[22, 0, 1490, 108]
story-kanpur-byline: ▶ ಬದಲಾವಣೆ ಸುದ್ದಿ bbox=[26, 2131, 121, 2148]
footer-dot bbox=[1456, 2451, 1465, 2459]
stethoscope-photo bbox=[286, 1603, 518, 1766]
story-gate-dateline: ಹೊಸಪೇಟೆ: bbox=[781, 1888, 839, 1905]
lead-photo bbox=[315, 216, 910, 525]
story-rajaram bbox=[1198, 1059, 1490, 1534]
footer-dot bbox=[724, 2451, 733, 2459]
story-railway-headline: ರೈಲ್ವೆ ಹಳಿಗೆ ಮಲಗಿ ವ್ಯಕ್ತಿ ಸಾವು: ವಾರಸುದಾರರ ಪತ್ತೆಗೆ ಮನವಿ bbox=[1206, 1568, 1463, 1633]
footer-dot bbox=[711, 2451, 720, 2459]
story-bjp-byline: ▶ ಬದಲಾವಣೆ ಸುದ್ದಿ bbox=[22, 1155, 117, 1172]
train-coach-icon bbox=[339, 2131, 640, 2316]
lead-column-2: ಪ್ರಯತ್ನ ವಿಸ್ತಾರದಲ್ಲಿ ನಡೆಯುತ್ತಿದೆಯೇ. ಒಂದು ವೇಳೆ ಅದು ನಿಜವಾಗಿದ್ದರೆ ಈ ಸಮಾಜ ಮತ್ತು ಸರ್ಕಾರದ ನೈತಿಕತೆಯೇ ಪ್ರಶ್ನಾರ್ಹ. ವಿಶ್ವದ ಅತಿ ದೊಡ್ಡ ಪ್ರಜಾಪ್ರಭುತ್ವ ದೇಶ ಒಂದು ಅತ್ಯಾಚಾರ ಪ್ರಕರಣವನ್ನು ಭೇದಿಸಿ ಕಠಿಣ ಶಿಕ್ಷೆಗೆ ಒಳಪಡಿಸುವ ಪ್ರಕ್ರಿಯೆ ಸಹಜವಾಗಿದೆ ಆಯಿತು. ಅದಕ್ಕೂ ಮಿಗಿಲಾಗಿ ವ್ಯಕ್ತಿಯ ಮನಸ್ಥಿತಿಯ ಆಳಕ್ಕೆ ಹೋಗಿ ಅದನ್ನು ಸರಿಪಡಿಸುವ ಪ್ರಯತ್ನ ನಡೆಯಬೇಕು. ಇದರಲ್ಲಿ ಚಿಕಿತ್ಸೆಯು ಅಗತ್ಯವಾಗಿದೆ. ನಿರ್ಭಯ ಎಂಬ ಜ್ಯೋತಿ ಸಿಂಗ್ ಭಾರತದ ರಾಜಧಾನಿ ದೆಹಲಿಯಲ್ಲಿ ಸಾಮೂಹಿಕ ಅತ್ಯಾಚಾರ ಮತ್ತು ಹತ್ಯೆಗೆ ಒಳಗಾಗಿ 12 ವರ್ಷಗಳು ಉರುಳಿದವು. ಆದರೆ ಈ ದೇಶದ ಗಮನ ಸೆಳೆದ ಅತ್ಯಾಚಾರದ ಬಗ್ಗೆ ಅತ್ಯಂತ ಆಕ್ರೋಶ ವ್ಯಕ್ತವಾಗಿತ್ತು. ಅದಾದ ನಂತರ ಅತ್ಯಾಚಾರಗಳ ಬಗ್ಗೆ ಕಠಿಣ ಕಾನೂನು ಬಂದರೂ ಇಂದಿಗೂ ಪರಿಸ್ಥಿತಿ ಬದಲಾಗಿಲ್ಲ. bbox=[315, 535, 609, 784]
